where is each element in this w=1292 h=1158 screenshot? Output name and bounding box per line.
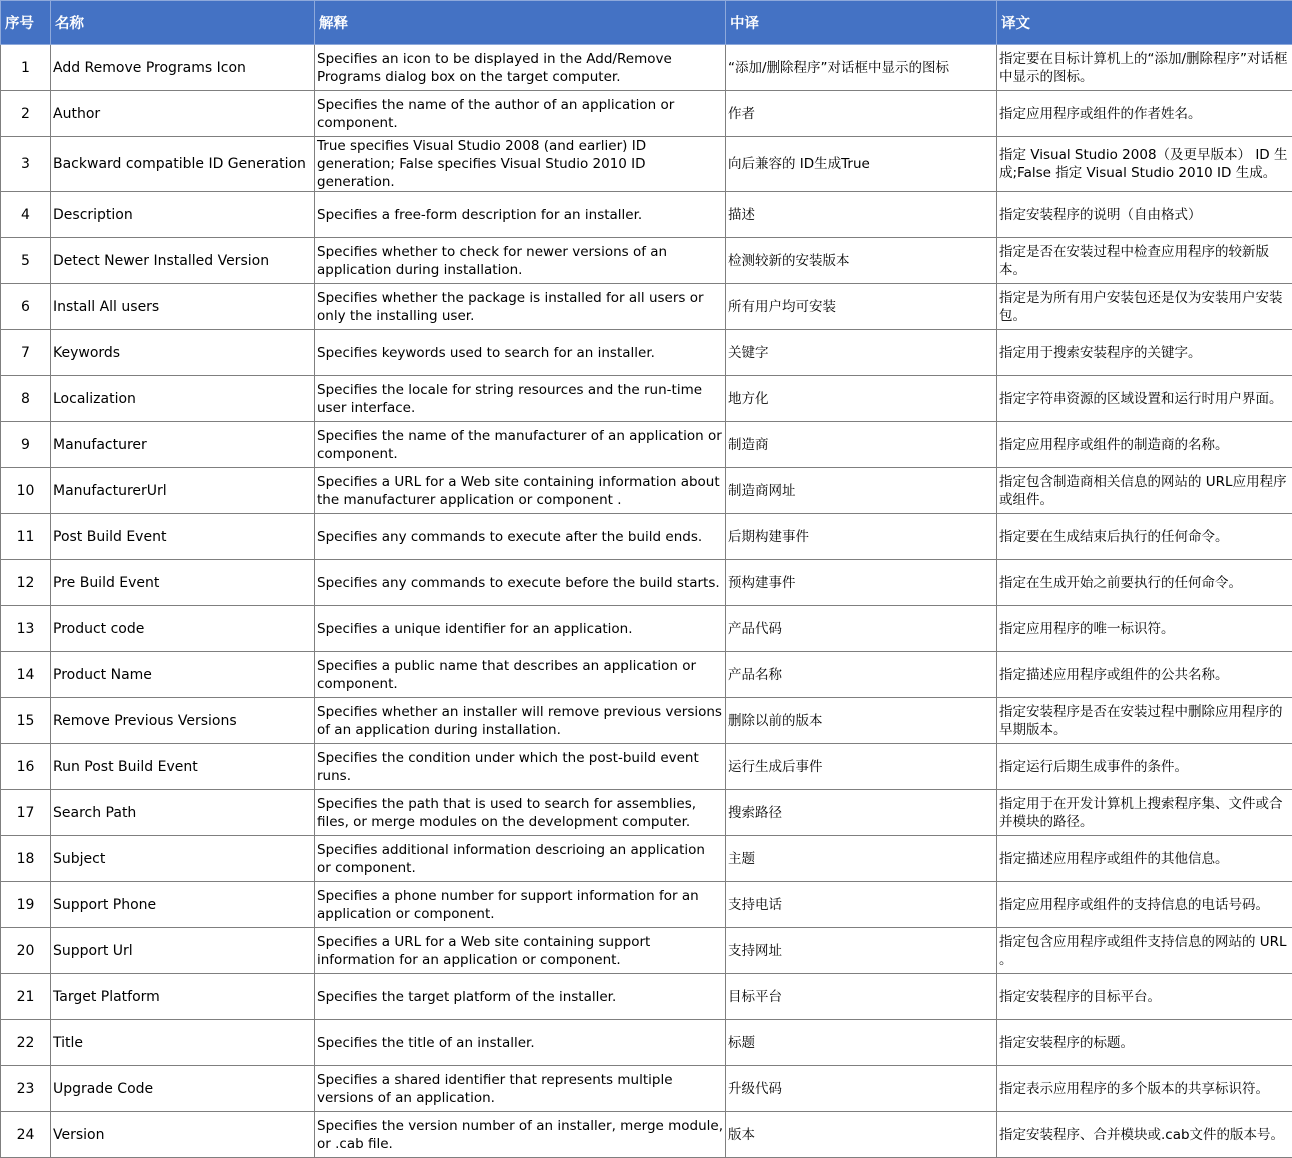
cell-translation: 指定运行后期生成事件的条件。 (997, 744, 1292, 790)
cell-chinese-name: 主题 (726, 836, 997, 882)
cell-translation: 指定是否在安装过程中检查应用程序的较新版本。 (997, 238, 1292, 284)
cell-chinese-name: 描述 (726, 192, 997, 238)
table-row (1, 514, 1292, 560)
cell-name: Support Phone (51, 882, 315, 928)
table-row (1, 882, 1292, 928)
cell-translation: 指定安装程序的说明（自由格式） (997, 192, 1292, 238)
cell-translation: 指定应用程序的唯一标识符。 (997, 606, 1292, 652)
cell-index: 21 (1, 974, 51, 1020)
table-row (1, 284, 1292, 330)
cell-index: 6 (1, 284, 51, 330)
cell-description: Specifies the locale for string resources and the run-time user interface. (315, 376, 726, 422)
header-index: 序号 (1, 1, 51, 45)
cell-description: Specifies the target platform of the installer. (315, 974, 726, 1020)
cell-translation: 指定应用程序或组件的作者姓名。 (997, 91, 1292, 137)
header-chinese-name: 中译 (726, 1, 997, 45)
cell-chinese-name: 产品代码 (726, 606, 997, 652)
cell-translation: 指定是为所有用户安装包还是仅为安装用户安装包。 (997, 284, 1292, 330)
table-row (1, 468, 1292, 514)
table-row (1, 928, 1292, 974)
cell-index: 8 (1, 376, 51, 422)
cell-translation: 指定安装程序是否在安装过程中删除应用程序的早期版本。 (997, 698, 1292, 744)
cell-name: Version (51, 1112, 315, 1158)
cell-translation: 指定安装程序的标题。 (997, 1020, 1292, 1066)
cell-chinese-name: 制造商网址 (726, 468, 997, 514)
header-description: 解释 (315, 1, 726, 45)
cell-index: 9 (1, 422, 51, 468)
table-row (1, 560, 1292, 606)
cell-translation: 指定用于在开发计算机上搜索程序集、文件或合并模块的路径。 (997, 790, 1292, 836)
cell-name: Product code (51, 606, 315, 652)
cell-description: Specifies a URL for a Web site containing information about the manufacturer application or component . (315, 468, 726, 514)
cell-chinese-name: 预构建事件 (726, 560, 997, 606)
cell-description: Specifies an icon to be displayed in the Add/Remove Programs dialog box on the target computer. (315, 45, 726, 91)
cell-translation: 指定要在目标计算机上的“添加/删除程序”对话框中显示的图标。 (997, 45, 1292, 91)
cell-name: Description (51, 192, 315, 238)
table-row (1, 137, 1292, 192)
cell-description: Specifies a unique identifier for an application. (315, 606, 726, 652)
cell-index: 14 (1, 652, 51, 698)
cell-index: 23 (1, 1066, 51, 1112)
table-row (1, 376, 1292, 422)
cell-index: 3 (1, 137, 51, 192)
cell-description: Specifies the condition under which the post-build event runs. (315, 744, 726, 790)
header-translation: 译文 (997, 1, 1292, 45)
cell-name: Keywords (51, 330, 315, 376)
cell-name: Upgrade Code (51, 1066, 315, 1112)
header-name: 名称 (51, 1, 315, 45)
cell-translation: 指定描述应用程序或组件的公共名称。 (997, 652, 1292, 698)
table-row (1, 974, 1292, 1020)
cell-index: 12 (1, 560, 51, 606)
cell-index: 22 (1, 1020, 51, 1066)
cell-description: Specifies additional information descrioing an application or component. (315, 836, 726, 882)
cell-chinese-name: 向后兼容的 ID生成True (726, 137, 997, 192)
cell-chinese-name: 支持网址 (726, 928, 997, 974)
cell-description: Specifies the name of the author of an application or component. (315, 91, 726, 137)
cell-translation: 指定安装程序的目标平台。 (997, 974, 1292, 1020)
cell-chinese-name: 搜索路径 (726, 790, 997, 836)
cell-description: Specifies a public name that describes an application or component. (315, 652, 726, 698)
cell-name: Product Name (51, 652, 315, 698)
cell-description: Specifies a phone number for support information for an application or component. (315, 882, 726, 928)
cell-translation: 指定应用程序或组件的支持信息的电话号码。 (997, 882, 1292, 928)
table-row (1, 192, 1292, 238)
cell-description: Specifies the title of an installer. (315, 1020, 726, 1066)
table-row (1, 422, 1292, 468)
table-row (1, 836, 1292, 882)
cell-index: 5 (1, 238, 51, 284)
cell-description: Specifies any commands to execute after the build ends. (315, 514, 726, 560)
cell-name: Subject (51, 836, 315, 882)
cell-description: Specifies the version number of an installer, merge module, or .cab file. (315, 1112, 726, 1158)
cell-description: True specifies Visual Studio 2008 (and earlier) ID generation; False specifies Visual Studio 2010 ID generation. (315, 137, 726, 192)
cell-name: Add Remove Programs Icon (51, 45, 315, 91)
cell-chinese-name: 作者 (726, 91, 997, 137)
table-row (1, 698, 1292, 744)
cell-index: 13 (1, 606, 51, 652)
cell-name: Backward compatible ID Generation (51, 137, 315, 192)
cell-index: 1 (1, 45, 51, 91)
cell-description: Specifies a free-form description for an installer. (315, 192, 726, 238)
cell-index: 16 (1, 744, 51, 790)
cell-description: Specifies a URL for a Web site containing support information for an application or component. (315, 928, 726, 974)
cell-name: Manufacturer (51, 422, 315, 468)
cell-chinese-name: 标题 (726, 1020, 997, 1066)
cell-chinese-name: 地方化 (726, 376, 997, 422)
cell-index: 19 (1, 882, 51, 928)
cell-name: Support Url (51, 928, 315, 974)
cell-name: Post Build Event (51, 514, 315, 560)
cell-index: 24 (1, 1112, 51, 1158)
cell-index: 17 (1, 790, 51, 836)
cell-name: Detect Newer Installed Version (51, 238, 315, 284)
cell-chinese-name: 删除以前的版本 (726, 698, 997, 744)
cell-description: Specifies keywords used to search for an installer. (315, 330, 726, 376)
cell-index: 15 (1, 698, 51, 744)
cell-translation: 指定要在生成结束后执行的任何命令。 (997, 514, 1292, 560)
cell-chinese-name: 后期构建事件 (726, 514, 997, 560)
cell-name: Run Post Build Event (51, 744, 315, 790)
cell-translation: 指定 Visual Studio 2008（及更早版本） ID 生成;False 指定 Visual Studio 2010 ID 生成。 (997, 137, 1292, 192)
table-row (1, 330, 1292, 376)
cell-name: Pre Build Event (51, 560, 315, 606)
table-row (1, 790, 1292, 836)
cell-chinese-name: 检测较新的安装版本 (726, 238, 997, 284)
cell-chinese-name: 关键字 (726, 330, 997, 376)
header-row (1, 1, 1292, 45)
cell-index: 10 (1, 468, 51, 514)
cell-name: Search Path (51, 790, 315, 836)
cell-translation: 指定应用程序或组件的制造商的名称。 (997, 422, 1292, 468)
cell-translation: 指定用于搜索安装程序的关键字。 (997, 330, 1292, 376)
table-body (1, 45, 1292, 1158)
table-row (1, 1020, 1292, 1066)
cell-index: 11 (1, 514, 51, 560)
cell-translation: 指定在生成开始之前要执行的任何命令。 (997, 560, 1292, 606)
cell-description: Specifies the path that is used to search for assemblies, files, or merge modules on the development computer. (315, 790, 726, 836)
cell-description: Specifies whether the package is installed for all users or only the installing user. (315, 284, 726, 330)
table-row (1, 91, 1292, 137)
cell-chinese-name: 运行生成后事件 (726, 744, 997, 790)
cell-translation: 指定描述应用程序或组件的其他信息。 (997, 836, 1292, 882)
cell-chinese-name: 版本 (726, 1112, 997, 1158)
cell-translation: 指定安装程序、合并模块或.cab文件的版本号。 (997, 1112, 1292, 1158)
table-header (1, 1, 1292, 45)
cell-description: Specifies any commands to execute before the build starts. (315, 560, 726, 606)
cell-name: Localization (51, 376, 315, 422)
cell-name: Author (51, 91, 315, 137)
cell-name: Target Platform (51, 974, 315, 1020)
cell-chinese-name: “添加/删除程序”对话框中显示的图标 (726, 45, 997, 91)
cell-description: Specifies the name of the manufacturer of an application or component. (315, 422, 726, 468)
cell-chinese-name: 所有用户均可安装 (726, 284, 997, 330)
cell-index: 20 (1, 928, 51, 974)
cell-description: Specifies a shared identifier that represents multiple versions of an application. (315, 1066, 726, 1112)
table-row (1, 45, 1292, 91)
cell-chinese-name: 制造商 (726, 422, 997, 468)
cell-translation: 指定表示应用程序的多个版本的共享标识符。 (997, 1066, 1292, 1112)
cell-description: Specifies whether to check for newer versions of an application during installation. (315, 238, 726, 284)
cell-index: 18 (1, 836, 51, 882)
cell-name: Install All users (51, 284, 315, 330)
table-row (1, 238, 1292, 284)
cell-index: 7 (1, 330, 51, 376)
cell-name: ManufacturerUrl (51, 468, 315, 514)
table-row (1, 652, 1292, 698)
table-row (1, 606, 1292, 652)
cell-chinese-name: 升级代码 (726, 1066, 997, 1112)
cell-description: Specifies whether an installer will remove previous versions of an application during installation. (315, 698, 726, 744)
cell-index: 2 (1, 91, 51, 137)
table-row (1, 744, 1292, 790)
cell-translation: 指定包含制造商相关信息的网站的 URL应用程序或组件。 (997, 468, 1292, 514)
cell-name: Remove Previous Versions (51, 698, 315, 744)
cell-chinese-name: 目标平台 (726, 974, 997, 1020)
cell-translation: 指定包含应用程序或组件支持信息的网站的 URL 。 (997, 928, 1292, 974)
cell-index: 4 (1, 192, 51, 238)
table-row (1, 1066, 1292, 1112)
cell-chinese-name: 产品名称 (726, 652, 997, 698)
cell-translation: 指定字符串资源的区域设置和运行时用户界面。 (997, 376, 1292, 422)
cell-name: Title (51, 1020, 315, 1066)
cell-chinese-name: 支持电话 (726, 882, 997, 928)
